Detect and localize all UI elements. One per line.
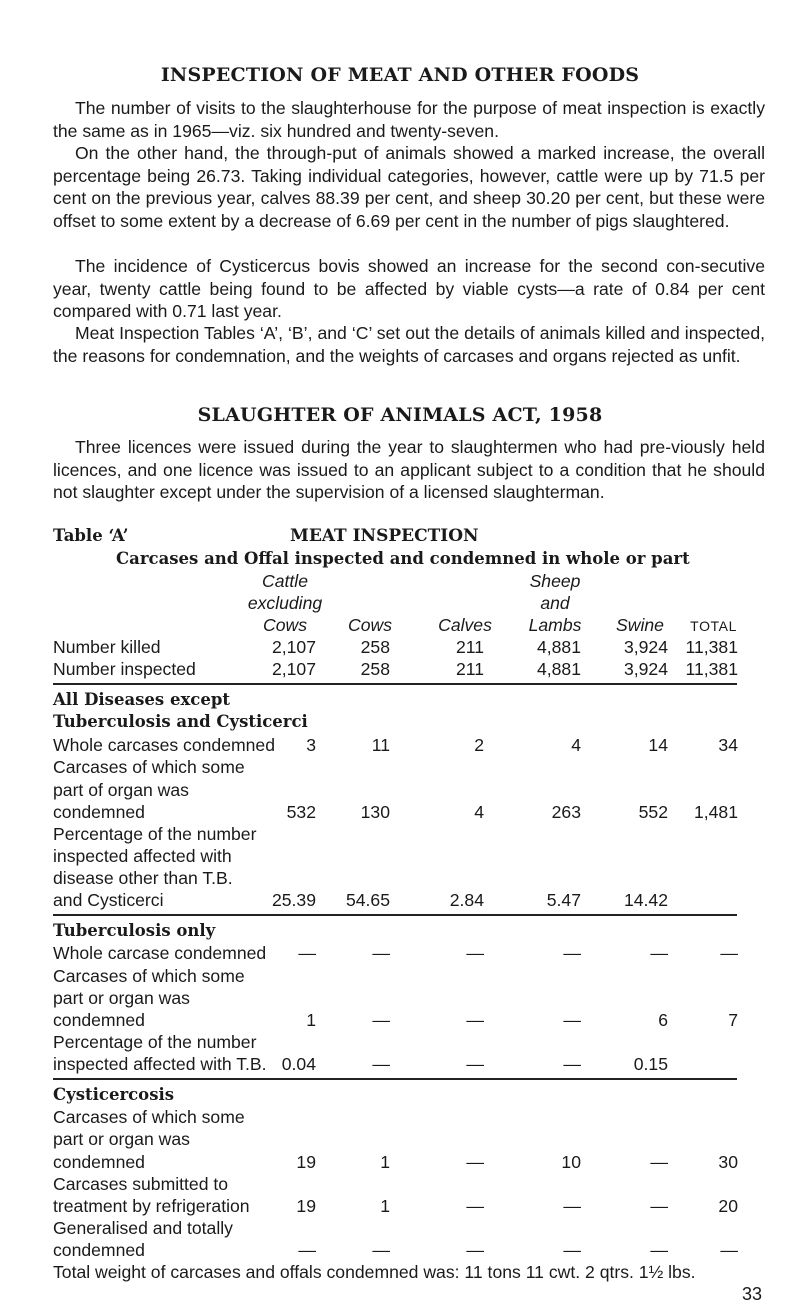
- cell: —: [650, 943, 668, 963]
- cell: —: [563, 943, 581, 963]
- cell: 11: [371, 735, 390, 755]
- col-header-cows: Cows: [348, 615, 392, 635]
- row-label: Carcases of which some: [53, 1107, 245, 1127]
- cell: 263: [551, 802, 581, 822]
- row-label: inspected affected with T.B.: [53, 1054, 267, 1074]
- paragraph-4: Meat Inspection Tables ‘A’, ‘B’, and ‘C’ set out the details of animals killed and inspected, the reasons for condemnation, and the weights of carcases and organs rejected as unfit.: [53, 323, 765, 366]
- row-label: condemned: [53, 1010, 145, 1030]
- cell: 211: [455, 659, 484, 679]
- row-label: part of organ was: [53, 780, 189, 800]
- page-title: INSPECTION OF MEAT AND OTHER FOODS: [160, 64, 640, 86]
- cell: 14: [648, 735, 668, 755]
- row-label: Percentage of the number: [53, 1032, 257, 1052]
- row-label-number-killed: Number killed: [53, 637, 161, 657]
- row-label: Carcases of which some: [53, 757, 245, 777]
- row-label: treatment by refrigeration: [53, 1196, 250, 1216]
- cell: 4,881: [536, 637, 581, 657]
- section-title-slaughter-act: SLAUGHTER OF ANIMALS ACT, 1958: [197, 404, 603, 426]
- row-label: condemned: [53, 802, 145, 822]
- cell: 6: [658, 1010, 668, 1030]
- col-header-cattle-3: Cows: [263, 615, 307, 635]
- col-header-sheep-2: and: [540, 593, 570, 613]
- cell: 258: [360, 637, 390, 657]
- cell: 11,381: [685, 637, 738, 657]
- cell: —: [466, 943, 484, 963]
- cell: 2,107: [271, 659, 316, 679]
- cell: —: [563, 1196, 581, 1216]
- cell: 532: [286, 802, 316, 822]
- cell: —: [650, 1152, 668, 1172]
- col-header-sheep-1: Sheep: [529, 571, 581, 591]
- cell: 7: [728, 1010, 738, 1030]
- cell: 1: [380, 1196, 390, 1216]
- cell: —: [563, 1240, 581, 1260]
- col-header-swine: Swine: [616, 615, 664, 635]
- cell: 1,481: [693, 802, 738, 822]
- page-number: 33: [741, 1284, 762, 1304]
- cell: —: [372, 1010, 390, 1030]
- col-header-total: TOTAL: [690, 618, 737, 634]
- row-label-number-inspected: Number inspected: [53, 659, 196, 679]
- paragraph-3: The incidence of Cysticercus bovis showed an increase for the second con-secutive year, twenty cattle being found to be affected by viable cysts—a rate of 0.84 per cent compared with 0.71 last year.: [53, 256, 765, 322]
- cell: 258: [360, 659, 390, 679]
- row-label: Whole carcase condemned: [53, 943, 267, 963]
- section-heading-all-diseases-1: All Diseases except: [53, 690, 230, 709]
- table-subtitle: Carcases and Offal inspected and condemned in whole or part: [116, 549, 690, 568]
- row-label: part or organ was: [53, 988, 190, 1008]
- cell: —: [650, 1196, 668, 1216]
- cell: 2: [474, 735, 484, 755]
- cell: 3,924: [623, 659, 668, 679]
- cell: 25.39: [271, 890, 316, 910]
- cell: 10: [561, 1152, 581, 1172]
- cell: 54.65: [345, 890, 390, 910]
- section-heading-cysticercosis: Cysticercosis: [53, 1085, 175, 1104]
- table-title: MEAT INSPECTION: [290, 526, 479, 546]
- paragraph-1: The number of visits to the slaughterhouse for the purpose of meat inspection is exactly the same as in 1965—viz. six hundred and twenty-seven.: [53, 98, 765, 141]
- cell: —: [298, 1240, 316, 1260]
- cell: 34: [718, 735, 738, 755]
- cell: 1: [380, 1152, 390, 1172]
- cell: 0.04: [281, 1054, 316, 1074]
- cell: 3,924: [623, 637, 668, 657]
- cell: —: [563, 1010, 581, 1030]
- cell: 3: [306, 735, 316, 755]
- cell: —: [650, 1240, 668, 1260]
- cell: 0.15: [633, 1054, 668, 1074]
- paragraph-slaughter-act: Three licences were issued during the year to slaughtermen who had pre-viously held licences, and one licence was issued to an applicant subject to a condition that he should not slaughter except under the supervision of a licensed slaughterman.: [53, 437, 765, 503]
- row-label: Whole carcases condemned: [53, 735, 275, 755]
- cell: 19: [296, 1152, 316, 1172]
- cell: —: [720, 943, 738, 963]
- row-label: part or organ was: [53, 1129, 190, 1149]
- cell: 4,881: [536, 659, 581, 679]
- row-label: inspected affected with: [53, 846, 232, 866]
- cell: —: [466, 1010, 484, 1030]
- divider: [53, 914, 737, 916]
- col-header-calves: Calves: [438, 615, 492, 635]
- cell: 30: [718, 1152, 738, 1172]
- cell: —: [298, 943, 316, 963]
- section-heading-all-diseases-2: Tuberculosis and Cysticerci: [53, 712, 308, 731]
- cell: 11,381: [685, 659, 738, 679]
- cell: 2.84: [449, 890, 484, 910]
- cell: —: [720, 1240, 738, 1260]
- row-label: and Cysticerci: [53, 890, 164, 910]
- row-label: Generalised and totally: [53, 1218, 233, 1238]
- cell: —: [563, 1054, 581, 1074]
- cell: —: [372, 1240, 390, 1260]
- cell: 4: [474, 802, 484, 822]
- row-label: Carcases of which some: [53, 966, 245, 986]
- cell: 211: [455, 637, 484, 657]
- cell: —: [372, 1054, 390, 1074]
- row-label: disease other than T.B.: [53, 868, 233, 888]
- col-header-cattle-1: Cattle: [262, 571, 308, 591]
- cell: 5.47: [546, 890, 581, 910]
- cell: 14.42: [623, 890, 668, 910]
- cell: —: [372, 943, 390, 963]
- col-header-cattle-2: excluding: [247, 593, 323, 613]
- cell: 130: [360, 802, 390, 822]
- row-label: condemned: [53, 1240, 145, 1260]
- cell: 19: [296, 1196, 316, 1216]
- paragraph-2: On the other hand, the through-put of animals showed a marked increase, the overall percentage being 26.73. Taking individual categories, however, cattle were up by 71.5 per cent on the previous year, calves 88.39 per cent, and sheep 30.20 per cent, but these were offset to some extent by a decrease of 6.69 per cent in the number of pigs slaughtered.: [53, 143, 765, 231]
- cell: 2,107: [271, 637, 316, 657]
- table-label: Table ‘A’: [53, 526, 129, 545]
- divider: [53, 683, 737, 685]
- divider: [53, 1078, 737, 1080]
- cell: —: [466, 1152, 484, 1172]
- cell: 20: [718, 1196, 738, 1216]
- cell: 1: [306, 1010, 316, 1030]
- section-heading-tuberculosis: Tuberculosis only: [53, 921, 216, 940]
- row-label: Carcases submitted to: [53, 1174, 229, 1194]
- row-label: Percentage of the number: [53, 824, 257, 844]
- cell: 552: [638, 802, 668, 822]
- cell: —: [466, 1054, 484, 1074]
- cell: —: [466, 1196, 484, 1216]
- row-label: condemned: [53, 1152, 145, 1172]
- total-weight-statement: Total weight of carcases and offals condemned was: 11 tons 11 cwt. 2 qtrs. 1½ lbs.: [53, 1262, 696, 1282]
- cell: —: [466, 1240, 484, 1260]
- col-header-sheep-3: Lambs: [528, 615, 582, 635]
- cell: 4: [571, 735, 581, 755]
